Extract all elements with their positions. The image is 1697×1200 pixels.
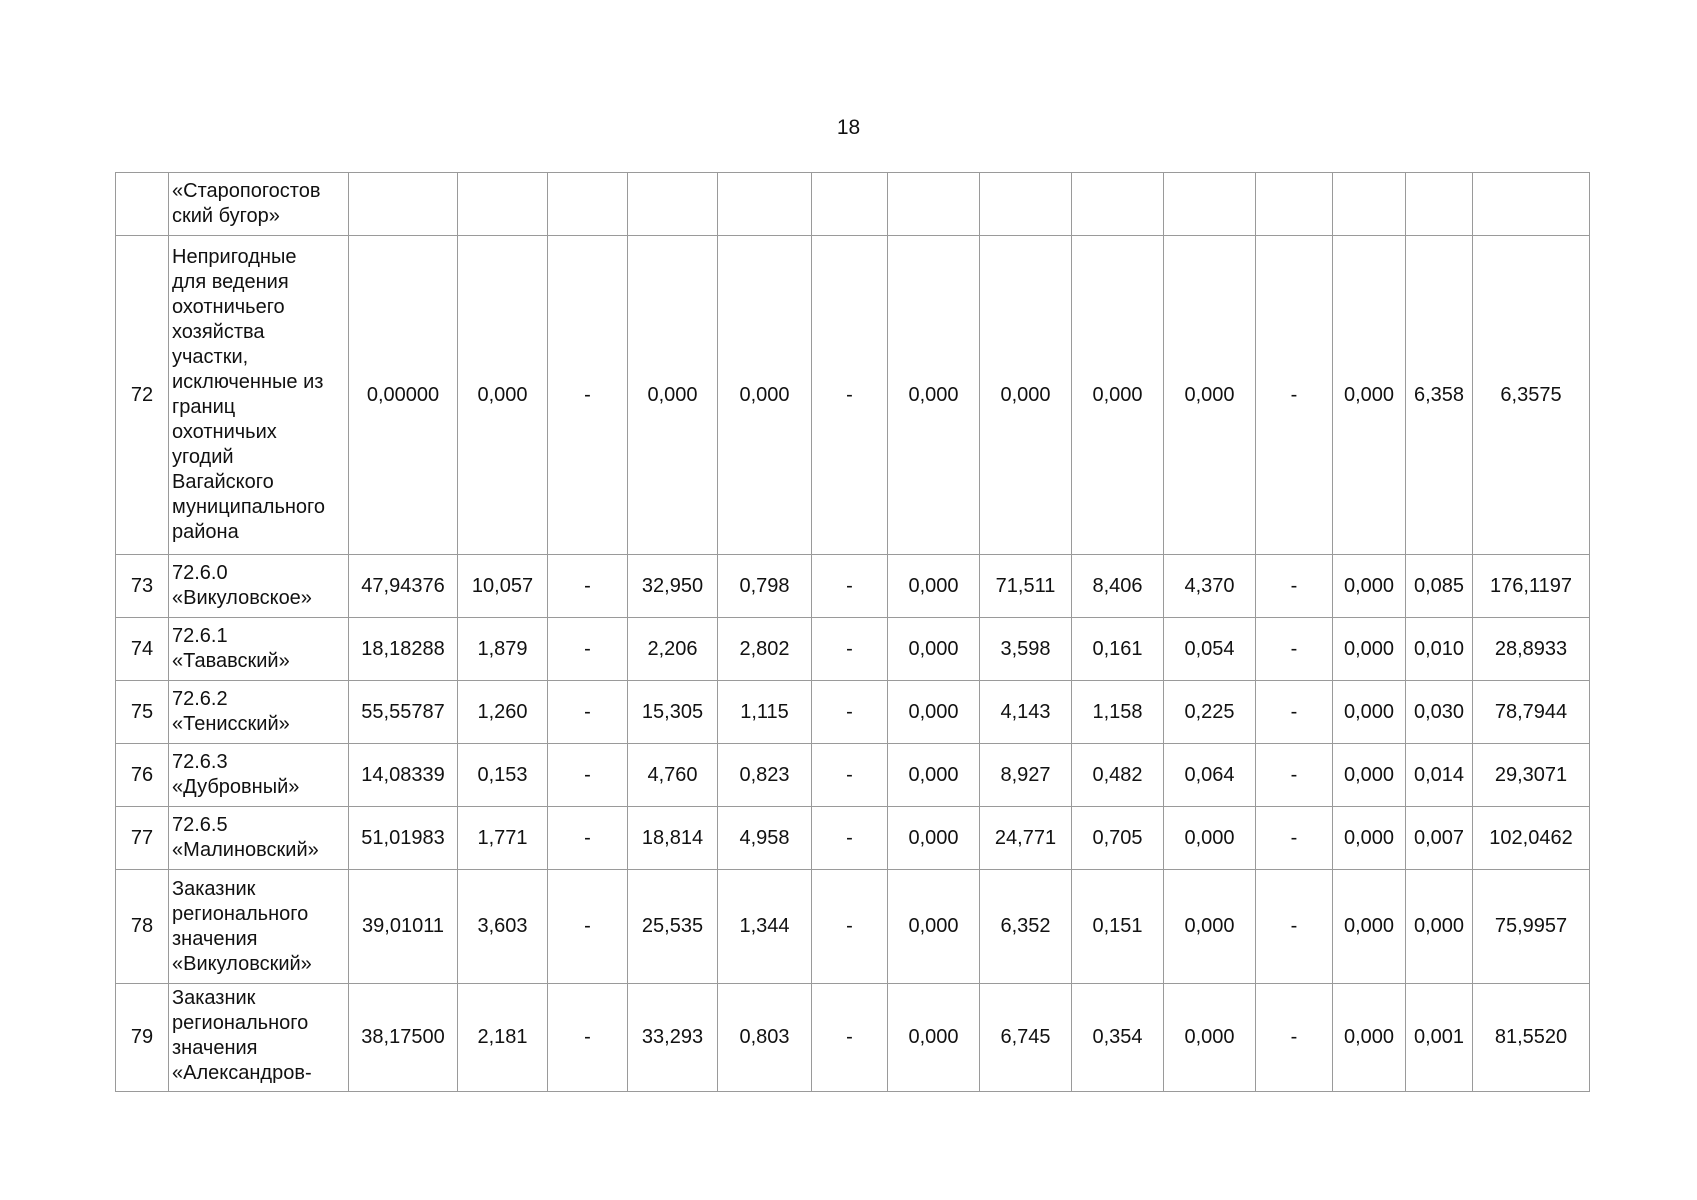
cell-value: 0,000 <box>1333 984 1406 1092</box>
cell-value: 0,000 <box>1333 807 1406 870</box>
cell-num <box>116 173 169 236</box>
cell-value: 51,01983 <box>349 807 458 870</box>
table-row <box>116 681 1590 744</box>
cell-name: 72.6.3 «Дубровный» <box>169 744 349 807</box>
cell-num: 76 <box>116 744 169 807</box>
cell-num: 73 <box>116 555 169 618</box>
cell-value: 10,057 <box>458 555 548 618</box>
cell-value: 0,000 <box>1333 744 1406 807</box>
cell-value: 4,760 <box>628 744 718 807</box>
cell-value: 0,000 <box>888 984 980 1092</box>
table-row-continuation <box>116 173 1590 236</box>
cell-value: - <box>812 870 888 984</box>
cell-value: - <box>812 744 888 807</box>
cell-value: 1,771 <box>458 807 548 870</box>
cell-value: 0,000 <box>1333 555 1406 618</box>
cell-value: 2,206 <box>628 618 718 681</box>
cell-value: 0,064 <box>1164 744 1256 807</box>
cell-name: 72.6.2 «Тенисский» <box>169 681 349 744</box>
cell-value: 0,354 <box>1072 984 1164 1092</box>
cell-value: 24,771 <box>980 807 1072 870</box>
table-row <box>116 807 1590 870</box>
cell-value: 2,802 <box>718 618 812 681</box>
cell-value: 78,7944 <box>1473 681 1590 744</box>
cell-value: 6,352 <box>980 870 1072 984</box>
cell-value: 75,9957 <box>1473 870 1590 984</box>
cell-value: - <box>548 618 628 681</box>
cell-name: 72.6.0 «Викуловское» <box>169 555 349 618</box>
cell-value: - <box>548 807 628 870</box>
cell-value: 38,17500 <box>349 984 458 1092</box>
cell-value: 0,000 <box>1164 984 1256 1092</box>
cell-num: 72 <box>116 236 169 555</box>
cell-num: 77 <box>116 807 169 870</box>
cell-value: - <box>548 236 628 555</box>
cell-value: - <box>812 618 888 681</box>
cell-value: - <box>1256 618 1333 681</box>
cell-num: 79 <box>116 984 169 1092</box>
cell-value: - <box>548 870 628 984</box>
cell-value: - <box>1256 807 1333 870</box>
cell-value: 0,000 <box>718 236 812 555</box>
cell-name: 72.6.5 «Малиновский» <box>169 807 349 870</box>
cell-value: 55,55787 <box>349 681 458 744</box>
cell-value: 0,000 <box>1406 870 1473 984</box>
cell-value: 0,823 <box>718 744 812 807</box>
cell-value: 6,358 <box>1406 236 1473 555</box>
cell-value: 0,000 <box>1333 681 1406 744</box>
cell-value: - <box>1256 870 1333 984</box>
table-row <box>116 555 1590 618</box>
cell-value: 1,879 <box>458 618 548 681</box>
cell-value: 2,181 <box>458 984 548 1092</box>
cell-name: Заказник регионального значения «Викуловский» <box>169 870 349 984</box>
cell-value: 0,010 <box>1406 618 1473 681</box>
cell-value: - <box>812 555 888 618</box>
cell-value: 0,030 <box>1406 681 1473 744</box>
cell-value: - <box>1256 236 1333 555</box>
cell-value: - <box>1256 681 1333 744</box>
cell-value: 0,000 <box>1333 870 1406 984</box>
cell-value: 0,803 <box>718 984 812 1092</box>
cell-name: Заказник регионального значения «Александров- <box>169 984 349 1092</box>
cell-value: 0,085 <box>1406 555 1473 618</box>
table-row <box>116 744 1590 807</box>
cell-value: 8,927 <box>980 744 1072 807</box>
cell-value: 6,3575 <box>1473 236 1590 555</box>
cell-value: 0,705 <box>1072 807 1164 870</box>
cell-value: 1,344 <box>718 870 812 984</box>
cell-value: - <box>812 681 888 744</box>
cell-value: - <box>1256 555 1333 618</box>
cell-value: - <box>548 984 628 1092</box>
cell-name: 72.6.1 «Тававский» <box>169 618 349 681</box>
cell-value: 1,115 <box>718 681 812 744</box>
table-row <box>116 618 1590 681</box>
cell-value: 3,598 <box>980 618 1072 681</box>
cell-value: 102,0462 <box>1473 807 1590 870</box>
cell-value: 0,000 <box>980 236 1072 555</box>
cell-value: 0,000 <box>458 236 548 555</box>
cell-value: 0,000 <box>888 555 980 618</box>
cell-value: 0,153 <box>458 744 548 807</box>
cell-name: Непригодные для ведения охотничьего хозяйства участки, исключенные из границ охотничьих угодий Вагайского муниципального района <box>169 236 349 555</box>
cell-value: 47,94376 <box>349 555 458 618</box>
cell-value: 14,08339 <box>349 744 458 807</box>
cell-name: «Старопогостов ский бугор» <box>169 173 349 236</box>
cell-value: 28,8933 <box>1473 618 1590 681</box>
cell-value: 32,950 <box>628 555 718 618</box>
cell-value: 33,293 <box>628 984 718 1092</box>
cell-value: 4,370 <box>1164 555 1256 618</box>
cell-value: 71,511 <box>980 555 1072 618</box>
cell-value: 0,000 <box>1164 870 1256 984</box>
data-table <box>115 172 1590 1092</box>
table-row <box>116 984 1590 1092</box>
cell-value: 0,482 <box>1072 744 1164 807</box>
cell-value: 0,798 <box>718 555 812 618</box>
cell-value: 0,001 <box>1406 984 1473 1092</box>
cell-value: 0,054 <box>1164 618 1256 681</box>
cell-value: 0,225 <box>1164 681 1256 744</box>
cell-num: 75 <box>116 681 169 744</box>
cell-value: 18,814 <box>628 807 718 870</box>
cell-value: 0,000 <box>1333 236 1406 555</box>
cell-value: 29,3071 <box>1473 744 1590 807</box>
cell-value: 0,007 <box>1406 807 1473 870</box>
page-number: 18 <box>836 116 861 139</box>
cell-value: 0,161 <box>1072 618 1164 681</box>
cell-value: 15,305 <box>628 681 718 744</box>
cell-value: 0,000 <box>1164 236 1256 555</box>
cell-value: - <box>812 807 888 870</box>
cell-value: 4,143 <box>980 681 1072 744</box>
cell-value: 0,000 <box>888 618 980 681</box>
cell-value: - <box>548 681 628 744</box>
cell-value: 1,158 <box>1072 681 1164 744</box>
cell-value: 0,151 <box>1072 870 1164 984</box>
cell-value: 0,014 <box>1406 744 1473 807</box>
cell-value: 25,535 <box>628 870 718 984</box>
cell-value: 4,958 <box>718 807 812 870</box>
cell-value: - <box>548 555 628 618</box>
cell-value: 0,000 <box>888 744 980 807</box>
cell-num: 74 <box>116 618 169 681</box>
cell-value: 39,01011 <box>349 870 458 984</box>
cell-value: 3,603 <box>458 870 548 984</box>
cell-value: 1,260 <box>458 681 548 744</box>
cell-value: 0,00000 <box>349 236 458 555</box>
cell-value: - <box>812 236 888 555</box>
cell-value: 0,000 <box>888 807 980 870</box>
cell-value: 81,5520 <box>1473 984 1590 1092</box>
cell-value: 0,000 <box>1333 618 1406 681</box>
cell-value: 0,000 <box>1164 807 1256 870</box>
cell-value: - <box>1256 744 1333 807</box>
cell-value: 0,000 <box>1072 236 1164 555</box>
cell-value: - <box>548 744 628 807</box>
cell-value: 176,1197 <box>1473 555 1590 618</box>
cell-value: - <box>1256 984 1333 1092</box>
cell-value: 0,000 <box>628 236 718 555</box>
cell-value: 18,18288 <box>349 618 458 681</box>
cell-num: 78 <box>116 870 169 984</box>
table-row <box>116 870 1590 984</box>
table-row <box>116 236 1590 555</box>
cell-value: 8,406 <box>1072 555 1164 618</box>
cell-value: 6,745 <box>980 984 1072 1092</box>
cell-value: - <box>812 984 888 1092</box>
cell-value: 0,000 <box>888 681 980 744</box>
cell-value: 0,000 <box>888 236 980 555</box>
cell-value: 0,000 <box>888 870 980 984</box>
